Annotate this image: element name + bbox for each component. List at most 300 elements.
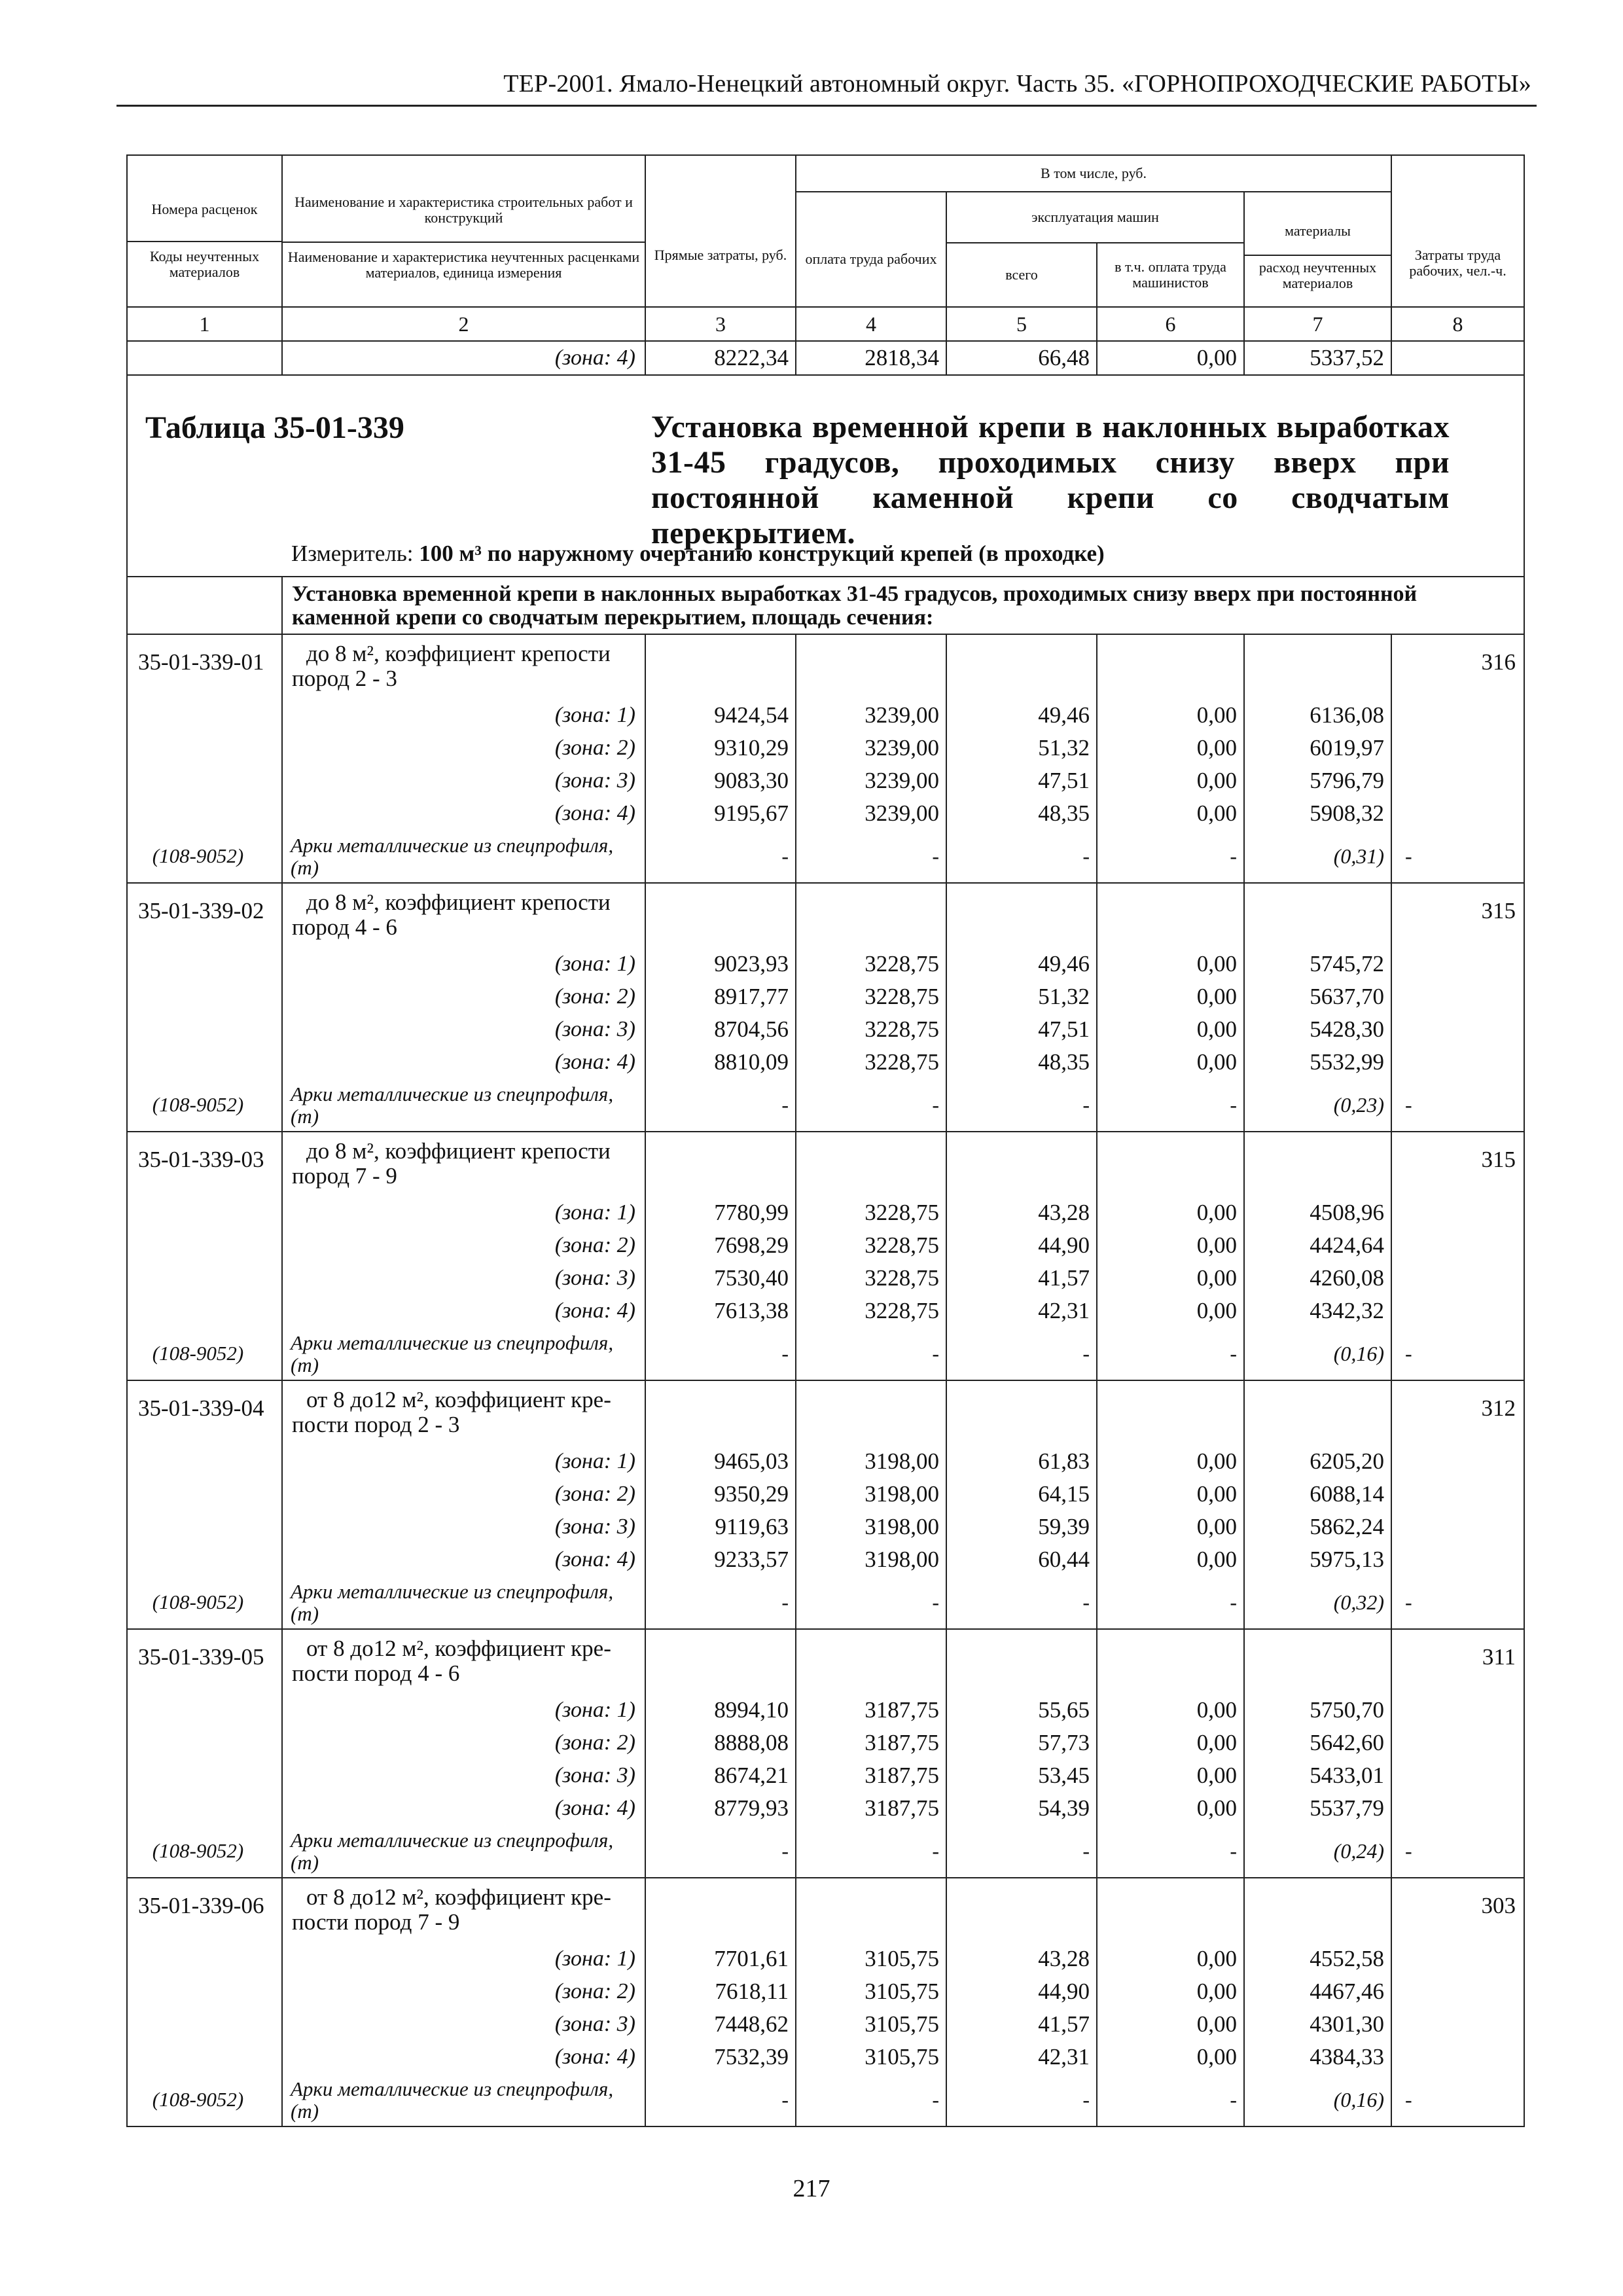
zone-label: (зона: 3)	[282, 764, 645, 797]
zone-value: 0,00	[1097, 764, 1244, 797]
rate-title-line1: до 8 м², коэффициент крепости	[306, 641, 611, 666]
header-title: ТЕР-2001. Ямало-Ненецкий автономный округ. Часть 35. «ГОРНОПРОХОДЧЕСКИЕ РАБОТЫ»	[503, 70, 1531, 98]
zone-value: 3187,75	[796, 1727, 946, 1759]
zone-value: 43,28	[946, 1196, 1097, 1229]
table-caption	[127, 375, 1524, 577]
zone-value: 0,00	[1097, 1295, 1244, 1327]
zone-value: 43,28	[946, 1943, 1097, 1975]
empty-cell	[127, 1295, 282, 1327]
zone-value: 8810,09	[645, 1046, 796, 1079]
zone-value: 60,44	[946, 1543, 1097, 1576]
zone-value: 3187,75	[796, 1694, 946, 1727]
zone-value: 41,57	[946, 1262, 1097, 1295]
material-dash: -	[645, 1825, 796, 1878]
column-numbers-row	[127, 307, 1524, 341]
zone-value: 9424,54	[645, 699, 796, 732]
empty-cell	[127, 732, 282, 764]
zone-value: 8674,21	[645, 1759, 796, 1792]
zone-value: 7701,61	[645, 1943, 796, 1975]
zone-value: 5908,32	[1244, 797, 1391, 830]
col-materials-label: материалы	[1245, 207, 1391, 256]
carry-value: 5337,52	[1244, 341, 1391, 375]
material-dash: -	[1097, 1079, 1244, 1132]
zone-value: 5637,70	[1244, 980, 1391, 1013]
zone-value: 7532,39	[645, 2041, 796, 2073]
zone-label: (зона: 1)	[282, 1445, 645, 1478]
empty-cell	[127, 1543, 282, 1576]
zone-row	[127, 699, 1524, 732]
rate-code: 35-01-339-02	[127, 883, 282, 948]
empty-cell	[127, 797, 282, 830]
col-number: 8	[1391, 307, 1524, 341]
subheading-code-cell	[127, 577, 282, 634]
rate-labor: 316	[1391, 634, 1524, 699]
material-dash: -	[1097, 2073, 1244, 2126]
zone-value: 3198,00	[796, 1511, 946, 1543]
material-code: (108-9052)	[127, 1825, 282, 1878]
material-code: (108-9052)	[127, 2073, 282, 2126]
zone-row	[127, 1727, 1524, 1759]
zone-label: (зона: 1)	[282, 948, 645, 980]
empty-cell	[1391, 1792, 1524, 1825]
zone-value: 3228,75	[796, 1229, 946, 1262]
zone-value: 61,83	[946, 1445, 1097, 1478]
material-amount: (0,16)	[1244, 2073, 1391, 2126]
rate-item-header-row	[127, 1878, 1524, 1943]
zone-value: 0,00	[1097, 2041, 1244, 2073]
empty-cell	[1391, 1262, 1524, 1295]
col-machines-wages-label: в т.ч. оплата труда машинистов	[1115, 259, 1226, 291]
material-dash: -	[645, 1576, 796, 1629]
col-head-codes	[127, 155, 282, 307]
zone-label: (зона: 4)	[282, 1792, 645, 1825]
zone-value: 3105,75	[796, 2041, 946, 2073]
meter-value: 100 м³ по наружному очертанию конструкций крепей (в проходке)	[419, 541, 1105, 566]
zone-row	[127, 1013, 1524, 1046]
zone-value: 0,00	[1097, 1196, 1244, 1229]
zone-value: 5433,01	[1244, 1759, 1391, 1792]
zone-value: 5642,60	[1244, 1727, 1391, 1759]
material-amount: (0,24)	[1244, 1825, 1391, 1878]
rate-title-line1: до 8 м², коэффициент крепости	[306, 1138, 611, 1164]
zone-value: 0,00	[1097, 732, 1244, 764]
zone-value: 3228,75	[796, 1046, 946, 1079]
material-row	[127, 2073, 1524, 2126]
zone-value: 7613,38	[645, 1295, 796, 1327]
zone-value: 44,90	[946, 1975, 1097, 2008]
zone-row	[127, 980, 1524, 1013]
empty-cell	[1391, 1196, 1524, 1229]
zone-value: 3105,75	[796, 1943, 946, 1975]
zone-value: 0,00	[1097, 797, 1244, 830]
empty-cell	[127, 2041, 282, 2073]
zone-value: 5745,72	[1244, 948, 1391, 980]
zone-row	[127, 1975, 1524, 2008]
rate-item-header-row	[127, 634, 1524, 699]
carry-value: 66,48	[946, 341, 1097, 375]
zone-row	[127, 797, 1524, 830]
zone-value: 6136,08	[1244, 699, 1391, 732]
material-amount: (0,32)	[1244, 1576, 1391, 1629]
zone-label: (зона: 4)	[282, 797, 645, 830]
zone-label: (зона: 1)	[282, 699, 645, 732]
empty-cell	[1391, 1013, 1524, 1046]
zone-value: 3105,75	[796, 1975, 946, 2008]
zone-value: 3228,75	[796, 1196, 946, 1229]
zone-value: 6205,20	[1244, 1445, 1391, 1478]
rate-title-line1: от 8 до12 м², коэффициент кре-	[306, 1636, 611, 1661]
zone-value: 3198,00	[796, 1478, 946, 1511]
rate-item-header-row	[127, 883, 1524, 948]
zone-row	[127, 1478, 1524, 1511]
zone-value: 0,00	[1097, 1694, 1244, 1727]
empty-cell	[1391, 1295, 1524, 1327]
empty-cell	[946, 1380, 1097, 1445]
zone-value: 4424,64	[1244, 1229, 1391, 1262]
zone-row	[127, 764, 1524, 797]
col-machines-label: эксплуатация машин	[1031, 209, 1159, 225]
zone-value: 4467,46	[1244, 1975, 1391, 2008]
material-amount: (0,23)	[1244, 1079, 1391, 1132]
zone-value: 4260,08	[1244, 1262, 1391, 1295]
rate-code: 35-01-339-04	[127, 1380, 282, 1445]
rate-title	[282, 883, 645, 948]
empty-cell	[946, 1629, 1097, 1694]
col-head-name	[282, 155, 645, 307]
zone-value: 51,32	[946, 732, 1097, 764]
zone-value: 0,00	[1097, 1478, 1244, 1511]
zone-value: 7698,29	[645, 1229, 796, 1262]
zone-value: 51,32	[946, 980, 1097, 1013]
zone-value: 48,35	[946, 1046, 1097, 1079]
zone-label: (зона: 4)	[282, 2041, 645, 2073]
page-number: 217	[793, 2175, 830, 2202]
rate-title	[282, 1878, 645, 1943]
zone-value: 3198,00	[796, 1543, 946, 1576]
empty-cell	[1391, 980, 1524, 1013]
empty-cell	[127, 1445, 282, 1478]
empty-cell	[127, 1046, 282, 1079]
zone-row	[127, 1511, 1524, 1543]
rate-title-line1: от 8 до12 м², коэффициент кре-	[306, 1884, 611, 1910]
zone-value: 3198,00	[796, 1445, 946, 1478]
zone-label: (зона: 1)	[282, 1694, 645, 1727]
col-name-alt-label: Наименование и характеристика неучтенных расценками материалов, единица измерения	[287, 249, 640, 281]
material-dash: -	[796, 830, 946, 883]
material-row	[127, 1825, 1524, 1878]
rate-title-line2: пород 4 - 6	[292, 914, 397, 940]
zone-label: (зона: 3)	[282, 1013, 645, 1046]
material-name: Арки металлические из спецпрофиля, (т)	[282, 1576, 645, 1629]
zone-value: 9119,63	[645, 1511, 796, 1543]
zone-value: 0,00	[1097, 1975, 1244, 2008]
material-row	[127, 1576, 1524, 1629]
zone-value: 7448,62	[645, 2008, 796, 2041]
material-dash: -	[645, 1327, 796, 1380]
empty-cell	[1391, 2041, 1524, 2073]
empty-cell	[1391, 948, 1524, 980]
col-number: 2	[282, 307, 645, 341]
empty-cell	[946, 634, 1097, 699]
col-head-direct	[645, 155, 796, 307]
col-codes-label: Номера расценок	[128, 182, 281, 242]
material-name: Арки металлические из спецпрофиля, (т)	[282, 1825, 645, 1878]
zone-row	[127, 1943, 1524, 1975]
zone-value: 7618,11	[645, 1975, 796, 2008]
header-row-1	[127, 155, 1524, 192]
col-head-machines-wages	[1097, 243, 1244, 307]
zone-value: 3239,00	[796, 699, 946, 732]
zone-label: (зона: 3)	[282, 2008, 645, 2041]
empty-cell	[1391, 1759, 1524, 1792]
zone-value: 48,35	[946, 797, 1097, 830]
zone-value: 8888,08	[645, 1727, 796, 1759]
zone-value: 0,00	[1097, 1229, 1244, 1262]
carry-code-cell	[127, 341, 282, 375]
zone-value: 9083,30	[645, 764, 796, 797]
zone-value: 0,00	[1097, 1262, 1244, 1295]
material-dash: -	[1097, 1825, 1244, 1878]
empty-cell	[1244, 634, 1391, 699]
zone-value: 5862,24	[1244, 1511, 1391, 1543]
material-dash: -	[645, 1079, 796, 1132]
empty-cell	[645, 1878, 796, 1943]
zone-row	[127, 948, 1524, 980]
zone-value: 41,57	[946, 2008, 1097, 2041]
zone-label: (зона: 2)	[282, 1975, 645, 2008]
zone-row	[127, 1694, 1524, 1727]
zone-value: 8779,93	[645, 1792, 796, 1825]
empty-cell	[1391, 1943, 1524, 1975]
zone-label: (зона: 1)	[282, 1196, 645, 1229]
rate-code: 35-01-339-03	[127, 1132, 282, 1196]
rate-labor: 315	[1391, 883, 1524, 948]
empty-cell	[645, 883, 796, 948]
zone-value: 3187,75	[796, 1759, 946, 1792]
zone-value: 44,90	[946, 1229, 1097, 1262]
zone-value: 49,46	[946, 699, 1097, 732]
material-name: Арки металлические из спецпрофиля, (т)	[282, 1079, 645, 1132]
empty-cell	[1391, 1478, 1524, 1511]
zone-value: 0,00	[1097, 1013, 1244, 1046]
empty-cell	[1097, 883, 1244, 948]
empty-cell	[946, 883, 1097, 948]
empty-cell	[1244, 1878, 1391, 1943]
zone-value: 47,51	[946, 1013, 1097, 1046]
material-dash: -	[1391, 1576, 1524, 1629]
material-dash: -	[796, 1576, 946, 1629]
zone-value: 64,15	[946, 1478, 1097, 1511]
zone-value: 5532,99	[1244, 1046, 1391, 1079]
empty-cell	[1391, 1543, 1524, 1576]
rate-code: 35-01-339-05	[127, 1629, 282, 1694]
rate-item-header-row	[127, 1380, 1524, 1445]
empty-cell	[1391, 1511, 1524, 1543]
empty-cell	[127, 1196, 282, 1229]
zone-value: 6019,97	[1244, 732, 1391, 764]
carry-value: 2818,34	[796, 341, 946, 375]
empty-cell	[127, 1727, 282, 1759]
rate-title-line2: пород 7 - 9	[292, 1163, 397, 1189]
zone-value: 9195,67	[645, 797, 796, 830]
carry-zone: (зона: 4)	[282, 341, 645, 375]
zone-value: 9310,29	[645, 732, 796, 764]
zone-value: 0,00	[1097, 1943, 1244, 1975]
rate-code: 35-01-339-06	[127, 1878, 282, 1943]
rate-title	[282, 1380, 645, 1445]
rate-labor: 303	[1391, 1878, 1524, 1943]
material-amount: (0,16)	[1244, 1327, 1391, 1380]
empty-cell	[127, 699, 282, 732]
material-dash: -	[645, 830, 796, 883]
zone-label: (зона: 2)	[282, 1727, 645, 1759]
col-head-incl	[796, 155, 1391, 192]
zone-value: 4508,96	[1244, 1196, 1391, 1229]
empty-cell	[1391, 1727, 1524, 1759]
zone-value: 8917,77	[645, 980, 796, 1013]
material-row	[127, 1079, 1524, 1132]
material-dash: -	[1391, 830, 1524, 883]
material-dash: -	[1097, 830, 1244, 883]
zone-value: 5537,79	[1244, 1792, 1391, 1825]
material-dash: -	[645, 2073, 796, 2126]
col-incl-label: В том числе, руб.	[1041, 165, 1147, 181]
zone-row	[127, 1046, 1524, 1079]
col-head-labor	[1391, 155, 1524, 307]
empty-cell	[127, 1229, 282, 1262]
material-dash: -	[946, 1327, 1097, 1380]
zone-value: 3228,75	[796, 948, 946, 980]
empty-cell	[127, 2008, 282, 2041]
empty-cell	[645, 1380, 796, 1445]
rate-title-line2: пости пород 4 - 6	[292, 1660, 460, 1686]
zone-row	[127, 732, 1524, 764]
col-head-machines-total	[946, 243, 1097, 307]
zone-value: 0,00	[1097, 1445, 1244, 1478]
empty-cell	[1244, 1629, 1391, 1694]
zone-label: (зона: 4)	[282, 1295, 645, 1327]
zone-value: 47,51	[946, 764, 1097, 797]
zone-value: 0,00	[1097, 1792, 1244, 1825]
col-head-machines	[946, 192, 1244, 243]
empty-cell	[1244, 1380, 1391, 1445]
empty-cell	[946, 1132, 1097, 1196]
zone-value: 4342,32	[1244, 1295, 1391, 1327]
material-dash: -	[796, 2073, 946, 2126]
zone-value: 55,65	[946, 1694, 1097, 1727]
zone-value: 0,00	[1097, 1759, 1244, 1792]
material-row	[127, 830, 1524, 883]
zone-value: 9350,29	[645, 1478, 796, 1511]
empty-cell	[946, 1878, 1097, 1943]
zone-value: 6088,14	[1244, 1478, 1391, 1511]
zone-value: 0,00	[1097, 1511, 1244, 1543]
material-dash: -	[946, 1576, 1097, 1629]
material-dash: -	[1391, 1825, 1524, 1878]
empty-cell	[1391, 2008, 1524, 2041]
zone-value: 9023,93	[645, 948, 796, 980]
rate-labor: 311	[1391, 1629, 1524, 1694]
material-dash: -	[1097, 1576, 1244, 1629]
rate-code: 35-01-339-01	[127, 634, 282, 699]
zone-value: 5975,13	[1244, 1543, 1391, 1576]
table-meter	[291, 541, 1105, 567]
material-name: Арки металлические из спецпрофиля, (т)	[282, 1327, 645, 1380]
zone-value: 7530,40	[645, 1262, 796, 1295]
zone-row	[127, 1792, 1524, 1825]
zone-value: 9465,03	[645, 1445, 796, 1478]
col-codes-alt-label: Коды неучтенных материалов	[149, 248, 260, 280]
empty-cell	[127, 1694, 282, 1727]
col-head-materials	[1244, 192, 1391, 307]
rates-table	[126, 154, 1525, 2127]
empty-cell	[1391, 1445, 1524, 1478]
empty-cell	[1097, 1380, 1244, 1445]
rate-item-header-row	[127, 1629, 1524, 1694]
zone-value: 5796,79	[1244, 764, 1391, 797]
empty-cell	[796, 634, 946, 699]
rate-title-line2: пости пород 7 - 9	[292, 1909, 460, 1935]
material-dash: -	[1391, 1079, 1524, 1132]
zone-value: 4552,58	[1244, 1943, 1391, 1975]
empty-cell	[127, 764, 282, 797]
empty-cell	[1244, 883, 1391, 948]
empty-cell	[127, 1262, 282, 1295]
zone-row	[127, 1262, 1524, 1295]
zone-value: 7780,99	[645, 1196, 796, 1229]
material-amount: (0,31)	[1244, 830, 1391, 883]
zone-row	[127, 1445, 1524, 1478]
zone-row	[127, 2041, 1524, 2073]
zone-value: 8704,56	[645, 1013, 796, 1046]
table-number: Таблица 35-01-339	[145, 410, 404, 445]
material-dash: -	[1097, 1327, 1244, 1380]
zone-value: 53,45	[946, 1759, 1097, 1792]
rate-title-line1: от 8 до12 м², коэффициент кре-	[306, 1387, 611, 1412]
material-code: (108-9052)	[127, 1576, 282, 1629]
rate-title	[282, 1629, 645, 1694]
rate-title-line1: до 8 м², коэффициент крепости	[306, 889, 611, 915]
material-dash: -	[796, 1079, 946, 1132]
zone-label: (зона: 2)	[282, 980, 645, 1013]
zone-value: 49,46	[946, 948, 1097, 980]
zone-value: 54,39	[946, 1792, 1097, 1825]
empty-cell	[127, 1759, 282, 1792]
empty-cell	[127, 948, 282, 980]
rate-title-line2: пород 2 - 3	[292, 666, 397, 691]
material-dash: -	[796, 1825, 946, 1878]
page-header	[116, 64, 1537, 107]
zone-row	[127, 2008, 1524, 2041]
table-title: Установка временной крепи в наклонных выработках 31-45 градусов, проходимых снизу вверх при постоянной каменной крепи со сводчатым перекрытием.	[651, 410, 1450, 550]
zone-row	[127, 1196, 1524, 1229]
zone-label: (зона: 3)	[282, 1759, 645, 1792]
empty-cell	[796, 883, 946, 948]
zone-label: (зона: 2)	[282, 732, 645, 764]
zone-row	[127, 1759, 1524, 1792]
zone-label: (зона: 4)	[282, 1046, 645, 1079]
col-materials-alt-label: расход неучтенных материалов	[1258, 259, 1377, 291]
empty-cell	[1391, 1046, 1524, 1079]
material-code: (108-9052)	[127, 1079, 282, 1132]
material-dash: -	[946, 830, 1097, 883]
zone-value: 4384,33	[1244, 2041, 1391, 2073]
rate-labor: 315	[1391, 1132, 1524, 1196]
material-dash: -	[1391, 2073, 1524, 2126]
material-code: (108-9052)	[127, 830, 282, 883]
zone-row	[127, 1543, 1524, 1576]
material-dash: -	[1391, 1327, 1524, 1380]
